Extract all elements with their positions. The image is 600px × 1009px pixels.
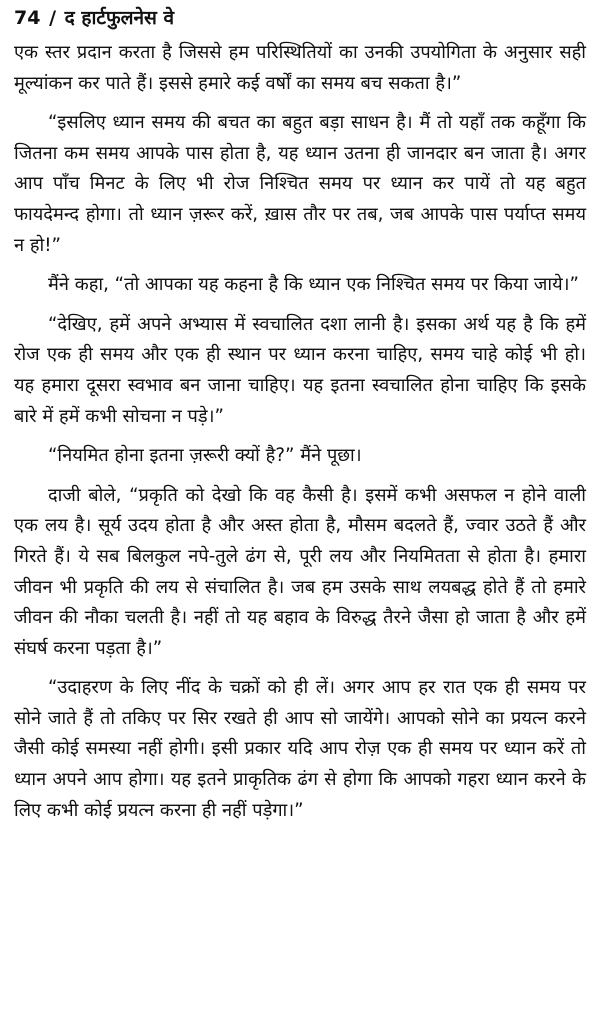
running-head xyxy=(14,4,586,32)
paragraph: “इसलिए ध्यान समय की बचत का बहुत बड़ा साधन है। मैं तो यहाँ तक कहूँगा कि जितना कम समय आपके पास होता है, यह ध्यान उतना ही जानदार बन जाता है। अगर आप पाँच मिनट के लिए भी रोज निश्चित समय पर ध्यान कर पायें तो यह बहुत फायदेमन्द होगा। तो ध्यान ज़रूर करें, ख़ास तौर पर तब, जब आपके पास पर्याप्त समय न हो!” xyxy=(14,112,586,256)
paragraph-continuation: एक स्तर प्रदान करता है जिससे हम परिस्थितियों का उनकी उपयोगिता के अनुसार सही मूल्यांकन कर पाते हैं। इससे हमारे कई वर्षों का समय बच सकता है।” xyxy=(14,42,586,94)
paragraph: मैंने कहा, “तो आपका यह कहना है कि ध्यान एक निश्चित समय पर किया जाये।” xyxy=(48,274,579,296)
book-title: द हार्टफुलनेस वे xyxy=(64,7,175,29)
header-separator: / xyxy=(49,7,57,29)
paragraph: दाजी बोले, “प्रकृति को देखो कि वह कैसी है। इसमें कभी असफल न होने वाली एक लय है। सूर्य उदय होता है और अस्त होता है, मौसम बदलते हैं, ज्वार उठते हैं और गिरते हैं। ये सब बिलकुल नपे-तुले ढंग से, पूरी लय और नियमितता से होता है। हमारा जीवन भी प्रकृति की लय से संचालित है। जब हम उसके साथ लयबद्ध होते हैं तो हमारे जीवन की नौका चलती है। नहीं तो यह बहाव के विरुद्ध तैरने जैसा हो जाता है और हमें संघर्ष करना पड़ता है।” xyxy=(14,484,586,659)
page-number: 74 xyxy=(14,7,41,29)
paragraph: “नियमित होना इतना ज़रूरी क्यों है?” मैंने पूछा। xyxy=(48,445,362,467)
paragraph: “उदाहरण के लिए नींद के चक्रों को ही लें। अगर आप हर रात एक ही समय पर सोने जाते हैं तो तकिए पर सिर रखते ही आप सो जायेंगे। आपको सोने का प्रयत्न करने जैसी कोई समस्या नहीं होगी। इसी प्रकार यदि आप रोज़ एक ही समय पर ध्यान करें तो ध्यान अपने आप होगा। यह इतने प्राकृतिक ढंग से होगा कि आपको गहरा ध्यान करने के लिए कभी कोई प्रयत्न करना ही नहीं पड़ेगा।” xyxy=(14,677,586,821)
paragraph: “देखिए, हमें अपने अभ्यास में स्वचालित दशा लानी है। इसका अर्थ यह है कि हमें रोज एक ही समय और एक ही स्थान पर ध्यान करना चाहिए, समय चाहे कोई भी हो। यह हमारा दूसरा स्वभाव बन जाना चाहिए। यह इतना स्वचालित होना चाहिए कि इसके बारे में हमें कभी सोचना न पड़े।” xyxy=(14,313,586,427)
